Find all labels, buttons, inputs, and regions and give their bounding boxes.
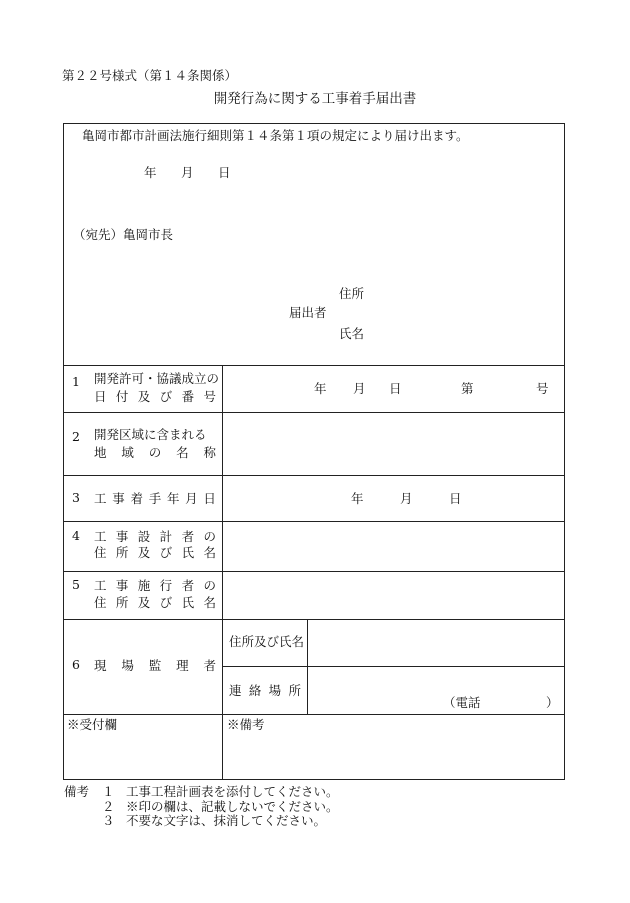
row-divider bbox=[64, 714, 564, 715]
row-divider bbox=[64, 571, 564, 572]
start-month: 月 bbox=[400, 491, 413, 506]
row-number: 6 bbox=[72, 657, 80, 672]
row-number: 3 bbox=[72, 490, 80, 505]
contractor-label-line1: 工 事 施 行 者 の bbox=[94, 578, 216, 593]
note-1: 備考 １ 工事工程計画表を添付してください。 bbox=[64, 784, 339, 799]
applicant-name-label: 氏名 bbox=[339, 326, 365, 341]
supervisor-label: 現 場 監 理 者 bbox=[94, 658, 216, 673]
row-divider bbox=[64, 412, 564, 413]
permit-day: 日 bbox=[389, 381, 402, 396]
phone-close: ） bbox=[546, 695, 559, 710]
supervisor-contact-label: 連 絡 場 所 bbox=[229, 683, 301, 698]
note-2: ２ ※印の欄は、記載しないでください。 bbox=[102, 798, 339, 814]
notes-heading: 備考 bbox=[64, 784, 90, 799]
notes-section bbox=[64, 785, 339, 829]
sub-column-divider bbox=[307, 619, 308, 714]
designer-label-line1: 工 事 設 計 者 の bbox=[94, 529, 216, 544]
applicant-address-label: 住所 bbox=[339, 286, 365, 301]
permit-label-line1: 開発許可・協議成立の bbox=[94, 371, 220, 386]
phone-label: （電話 bbox=[443, 695, 481, 710]
row-number: 4 bbox=[72, 528, 80, 543]
submission-day: 日 bbox=[218, 165, 231, 180]
permit-year: 年 bbox=[314, 381, 327, 396]
row-number: 2 bbox=[72, 429, 80, 444]
column-divider bbox=[222, 365, 223, 780]
document-title: 開発行為に関する工事着手届出書 bbox=[213, 91, 417, 107]
start-date-label: 工 事 着 手 年 月 日 bbox=[94, 491, 216, 506]
supervisor-address-name-label: 住所及び氏名 bbox=[229, 634, 305, 649]
row-divider bbox=[64, 475, 564, 476]
row-divider bbox=[64, 521, 564, 522]
remarks-cell-label: ※備考 bbox=[227, 717, 265, 732]
designer-label-line2: 住 所 及 び 氏 名 bbox=[94, 545, 216, 560]
sub-row-divider bbox=[223, 666, 564, 667]
permit-dai: 第 bbox=[461, 381, 474, 396]
applicant-label: 届出者 bbox=[289, 305, 327, 320]
start-year: 年 bbox=[351, 491, 364, 506]
permit-go: 号 bbox=[536, 381, 549, 396]
start-day: 日 bbox=[449, 491, 462, 506]
permit-month: 月 bbox=[353, 381, 366, 396]
addressee: （宛先）亀岡市長 bbox=[73, 227, 174, 242]
area-label-line2: 地 域 の 名 称 bbox=[94, 445, 216, 460]
submission-year: 年 bbox=[144, 165, 157, 180]
row-number: 5 bbox=[72, 577, 80, 592]
permit-label-line2: 日 付 及 び 番 号 bbox=[94, 389, 216, 404]
row-divider bbox=[64, 619, 564, 620]
form-number: 第２２号様式（第１４条関係） bbox=[62, 68, 238, 83]
form-table bbox=[63, 123, 565, 780]
row-divider bbox=[64, 365, 564, 366]
submission-month: 月 bbox=[181, 165, 194, 180]
row-number: 1 bbox=[72, 374, 80, 389]
area-label-line1: 開発区域に含まれる bbox=[94, 427, 207, 442]
note-3: ３ 不要な文字は、抹消してください。 bbox=[102, 813, 327, 828]
contractor-label-line2: 住 所 及 び 氏 名 bbox=[94, 595, 216, 610]
reception-cell-label: ※受付欄 bbox=[67, 717, 118, 732]
declaration-statement: 亀岡市都市計画法施行細則第１４条第１項の規定により届け出ます。 bbox=[82, 128, 469, 143]
